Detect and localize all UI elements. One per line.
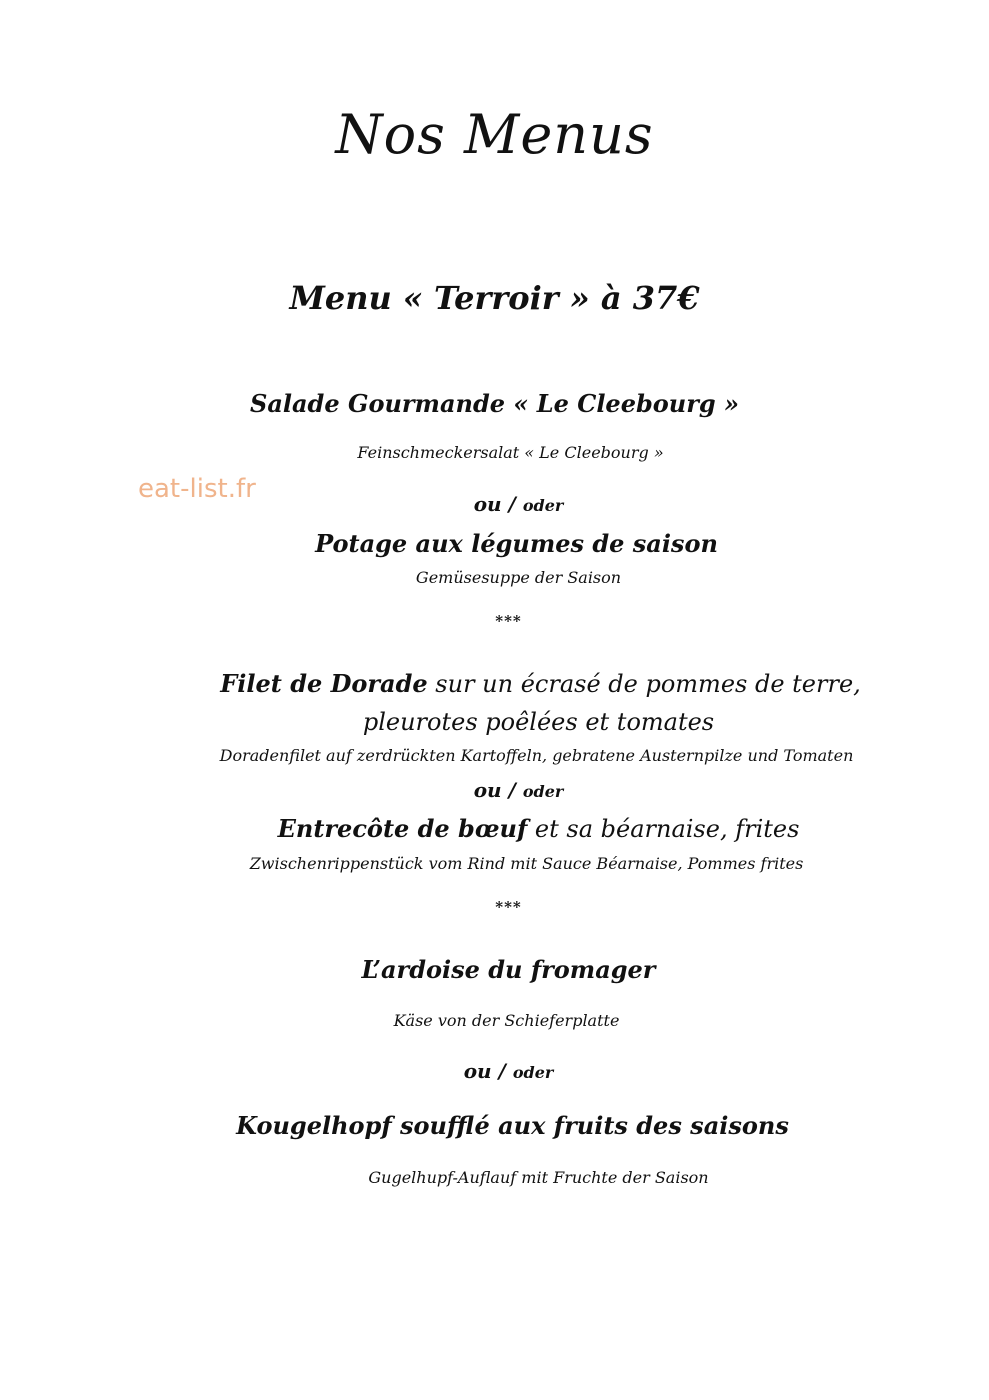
main-dish-1-description: sur un écrasé de pommes de terre, bbox=[427, 670, 861, 698]
page-title: Nos Menus bbox=[335, 103, 654, 166]
main-dish-2-description: et sa béarnaise, frites bbox=[527, 815, 800, 843]
oder-label: oder bbox=[522, 782, 564, 801]
watermark: eat-list.fr bbox=[138, 474, 256, 504]
starter-dish-2: Potage aux légumes de saison bbox=[315, 529, 718, 558]
or-label: ou / bbox=[463, 1059, 506, 1083]
main-dish-1 bbox=[46, 669, 989, 698]
course-separator-1: *** bbox=[495, 612, 522, 630]
main-dish-1-line-2 bbox=[44, 710, 989, 734]
main-dish-1-german: Doradenfilet auf zerdrückten Kartoffeln, gebratene Austernpilze und Tomaten bbox=[219, 746, 854, 765]
or-separator-1 bbox=[24, 494, 989, 514]
or-label: ou / bbox=[473, 492, 516, 516]
main-dish-2-name: Entrecôte de bœuf bbox=[277, 814, 528, 843]
or-separator-2 bbox=[24, 780, 989, 800]
main-dish-2 bbox=[44, 814, 989, 843]
main-dish-1-description-2: pleurotes poêlées et tomates bbox=[362, 708, 715, 736]
dessert-dish-1-german: Käse von der Schieferplatte bbox=[393, 1011, 620, 1030]
course-separator-2: *** bbox=[495, 898, 522, 916]
dessert-dish-2: Kougelhopf soufflé aux fruits des saisons bbox=[236, 1111, 789, 1140]
starter-dish-2-german: Gemüsesuppe der Saison bbox=[415, 568, 622, 587]
main-dish-2-german: Zwischenrippenstück vom Rind mit Sauce Béarnaise, Pommes frites bbox=[249, 854, 804, 873]
main-dish-1-name: Filet de Dorade bbox=[220, 669, 428, 698]
oder-label: oder bbox=[522, 496, 564, 515]
or-label: ou / bbox=[473, 778, 516, 802]
starter-dish-1-german: Feinschmeckersalat « Le Cleebourg » bbox=[357, 443, 664, 462]
dessert-dish-2-german: Gugelhupf-Auflauf mit Fruchte der Saison bbox=[368, 1168, 709, 1187]
or-separator-3 bbox=[14, 1061, 989, 1081]
starter-dish-1: Salade Gourmande « Le Cleebourg » bbox=[250, 389, 739, 418]
dessert-dish-1: L’ardoise du fromager bbox=[361, 955, 656, 984]
menu-heading: Menu « Terroir » à 37€ bbox=[289, 279, 700, 317]
oder-label: oder bbox=[512, 1063, 554, 1082]
